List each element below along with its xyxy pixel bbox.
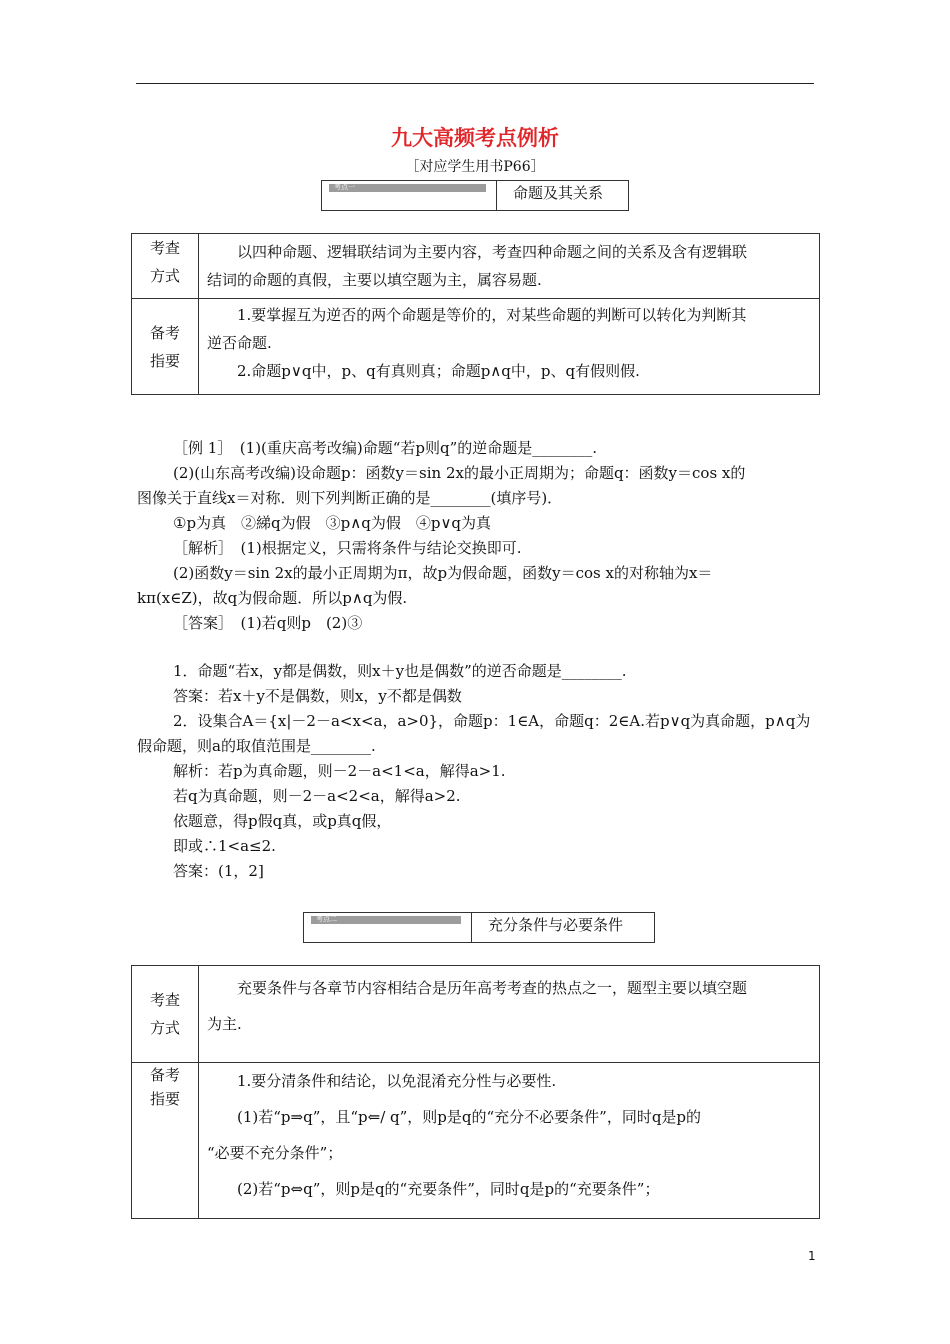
table-cell: 1.要掌握互为逆否的两个命题是等价的，对某些命题的判断可以转化为判断其 逆否命题. 2.命题p∨q中，p、q有真则真；命题p∧q中，p、q有假则假. [199, 299, 820, 395]
page-title: 九大高频考点例析 [391, 126, 559, 150]
exercise-line: 即或∴1<a≤2. [173, 837, 276, 855]
topic-1-label: 命题及其关系 [513, 184, 604, 202]
exercise-line: 1．命题“若x，y都是偶数，则x＋y也是偶数”的逆否命题是________. [173, 662, 627, 680]
topic-2-table [131, 965, 820, 1219]
page-number: 1 [808, 1249, 816, 1263]
topic-2-badge: 考点二 [304, 913, 472, 942]
topic-1-table [131, 233, 820, 395]
exercise-line: 2．设集合A＝{x|－2－a<x<a，a>0}，命题p：1∈A，命题q：2∈A.若p∨q为真命题，p∧q为 [173, 712, 811, 730]
exercise-line: 解析：若p为真命题，则－2－a<1<a，解得a>1. [173, 762, 506, 780]
topic-1-tag [321, 180, 629, 211]
table-cell: 以四种命题、逻辑联结词为主要内容，考查四种命题之间的关系及含有逻辑联 结词的命题的真假，主要以填空题为主，属容易题. [199, 234, 820, 299]
table-head: 备考 指要 [132, 299, 199, 395]
exercise-line: 答案：若x＋y不是偶数，则x，y不都是偶数 [173, 687, 462, 705]
topic-2-tag [303, 912, 655, 943]
exercise-line: 假命题，则a的取值范围是________. [137, 737, 376, 755]
page-subtitle: ［对应学生用书P66］ [405, 159, 545, 175]
example-line: (2)函数y＝sin 2x的最小正周期为π，故p为假命题，函数y＝cos x的对称轴为x＝ [173, 564, 713, 582]
exercise-line: 答案：(1，2] [173, 862, 264, 880]
table-head: 备考 指要 [132, 1063, 199, 1219]
table-head: 考查 方式 [132, 966, 199, 1063]
topic-2-label: 充分条件与必要条件 [488, 916, 624, 934]
example-block [137, 436, 817, 636]
example-line: ［答案］ (1)若q则p (2)③ [173, 614, 363, 632]
example-line: kπ(x∈Z)，故q为假命题．所以p∧q为假. [137, 589, 408, 607]
example-line: ①p为真 ②綈q为假 ③p∧q为假 ④p∨q为真 [173, 514, 492, 532]
table-cell: 1.要分清条件和结论，以免混淆充分性与必要性. (1)若“p⇒q”，且“p⇐/ q”，则p是q的“充分不必要条件”，同时q是p的 “必要不充分条件”； (2)若“p⇔q”，则p是q的“充要条件”，同时q是p的“充要条件”； [199, 1063, 820, 1219]
table-head: 考查 方式 [132, 234, 199, 299]
table-cell: 充要条件与各章节内容相结合是历年高考考查的热点之一，题型主要以填空题 为主. [199, 966, 820, 1063]
example-line: ［例 1］ (1)(重庆高考改编)命题“若p则q”的逆命题是________. [173, 439, 598, 457]
exercise-line: 依题意，得p假q真，或p真q假， [173, 812, 392, 830]
example-line: 图像关于直线x＝对称．则下列判断正确的是________(填序号)． [137, 489, 563, 507]
exercise-line: 若q为真命题，则－2－a<2<a，解得a>2. [173, 787, 461, 805]
topic-1-badge: 考点一 [322, 181, 497, 210]
example-line: ［解析］ (1)根据定义，只需将条件与结论交换即可. [173, 539, 522, 557]
exercise-block [137, 659, 817, 884]
example-line: (2)(山东高考改编)设命题p：函数y＝sin 2x的最小正周期为；命题q：函数y＝cos x的 [173, 464, 746, 482]
header-rule [136, 83, 814, 84]
